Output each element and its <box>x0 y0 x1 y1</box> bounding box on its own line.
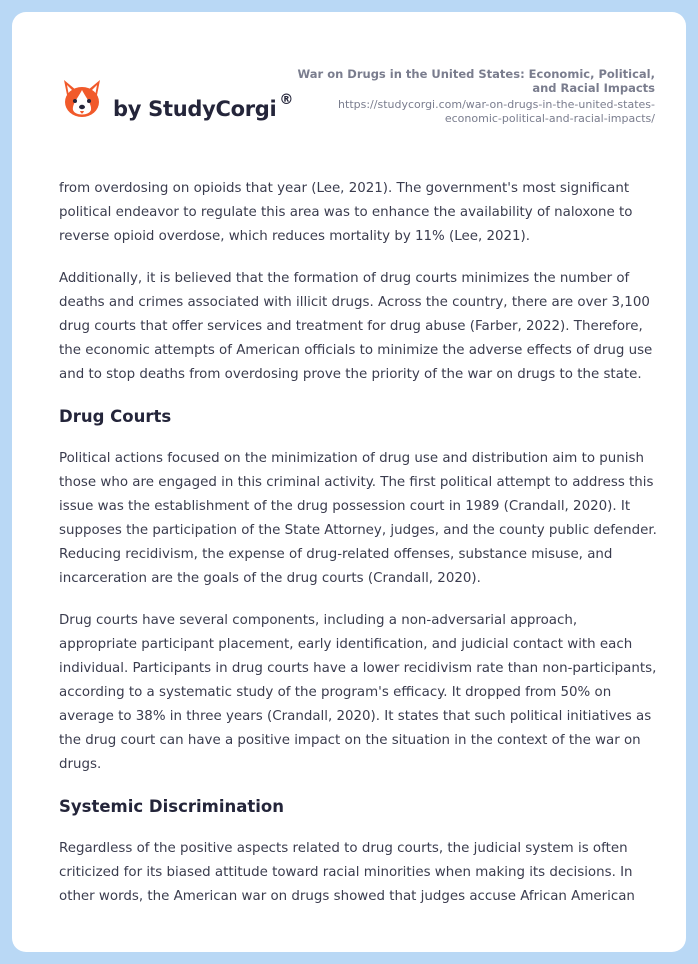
section-heading-drug-courts: Drug Courts <box>59 407 172 426</box>
registered-mark: ® <box>279 92 294 108</box>
document-meta <box>295 67 655 126</box>
page-header <box>12 12 686 162</box>
brand-text: by StudyCorgi <box>113 97 277 121</box>
paragraph: from overdosing on opioids that year (Lee, 2021). The government's most significant political endeavor to regulate this area was to enhance the availability of naloxone to reverse opioid overdose, which reduces mortality by 11% (Lee, 2021). <box>59 181 633 244</box>
paragraph: Additionally, it is believed that the formation of drug courts minimizes the number of deaths and crimes associated with illicit drugs. Across the country, there are over 3,100 drug courts that offer services and treatment for drug abuse (Farber, 2022). Therefore, the economic attempts of American officials to minimize the adverse effects of drug use and to stop deaths from overdosing prove the priority of the war on drugs to the state. <box>59 271 653 382</box>
paragraph: Regardless of the positive aspects related to drug courts, the judicial system is often criticized for its biased attitude toward racial minorities when making its decisions. In other words, the American war on drugs showed that judges accuse African American <box>59 841 635 904</box>
studycorgi-logo[interactable] <box>60 76 320 136</box>
document-body <box>59 177 659 927</box>
brand-name <box>113 92 294 121</box>
paragraph: Drug courts have several components, including a non-adversarial approach, appropriate participant placement, early identification, and judicial contact with each individual. Participants in drug courts have a lower recidivism rate than non-participants, according to a systematic study of the program's efficacy. It dropped from 50% on average to 38% in three years (Crandall, 2020). It states that such political initiatives as the drug court can have a positive impact on the situation in the context of the war on drugs. <box>59 613 657 772</box>
corgi-icon <box>60 76 104 122</box>
document-title: War on Drugs in the United States: Economic, Political, and Racial Impacts <box>297 67 655 95</box>
document-page <box>12 12 686 952</box>
paragraph: Political actions focused on the minimization of drug use and distribution aim to punish those who are engaged in this criminal activity. The first political attempt to address this issue was the establishment of the drug possession court in 1989 (Crandall, 2020). It supposes the participation of the State Attorney, judges, and the county public defender. Reducing recidivism, the expense of drug-related offenses, substance misuse, and incarceration are the goals of the drug courts (Crandall, 2020). <box>59 451 657 586</box>
section-heading-systemic-discrimination: Systemic Discrimination <box>59 797 285 816</box>
document-url[interactable]: https://studycorgi.com/war-on-drugs-in-the-united-states-economic-political-and-racial-impacts/ <box>338 98 655 125</box>
